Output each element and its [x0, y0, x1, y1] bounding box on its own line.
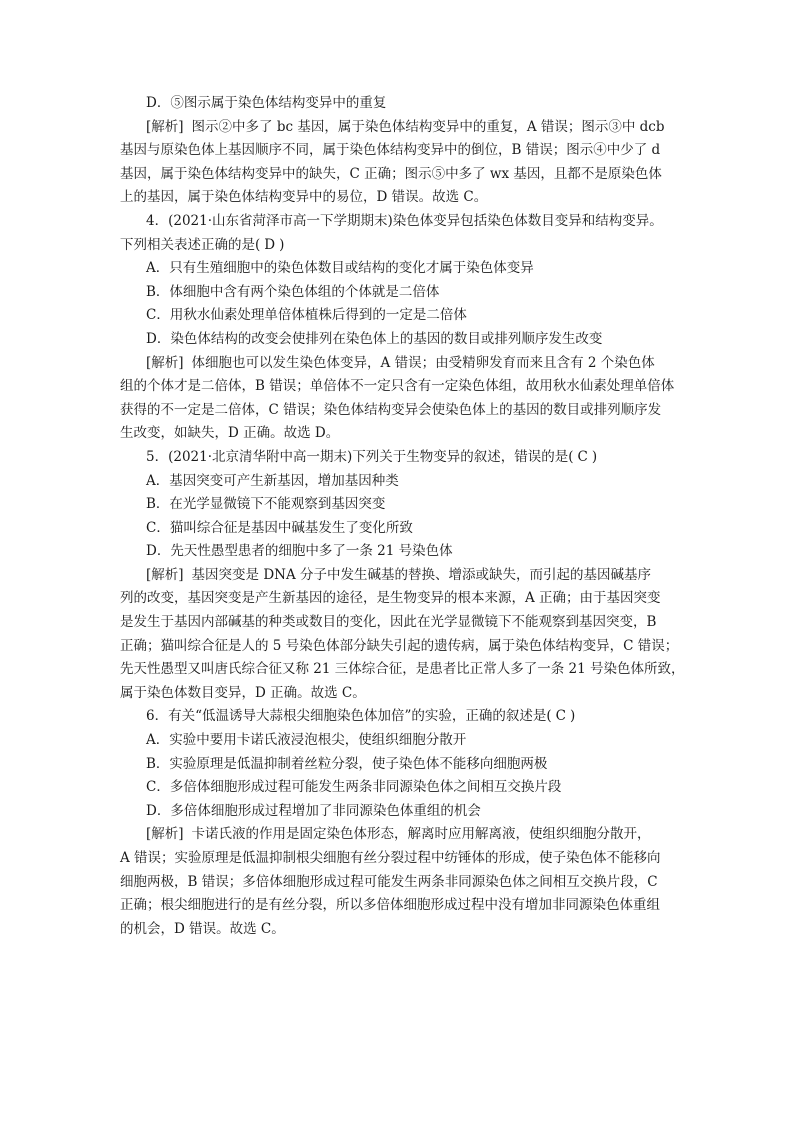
- q6-option-d: D．多倍体细胞形成过程增加了非同源染色体重组的机会: [146, 802, 481, 819]
- q5-analysis-line-3: 是发生于基因内部碱基的种类或数目的变化，因此在光学显微镜下不能观察到基因突变，B: [120, 614, 657, 631]
- q3-option-d: D．⑤图示属于染色体结构变异中的重复: [146, 95, 387, 111]
- analysis-tag: [解析]: [146, 826, 184, 843]
- q4-analysis-line-2: 组的个体才是二倍体，B 错误；单倍体不一定只含有一定染色体组，故用秋水仙素处理单倍体: [120, 378, 675, 395]
- analysis-tag: [解析]: [146, 118, 184, 135]
- q5-analysis-line-4: 正确；猫叫综合征是人的 5 号染色体部分缺失引起的遗传病，属于染色体结构变异，C 错误；: [120, 637, 679, 654]
- q4-analysis-line-3: 获得的不一定是二倍体，C 错误；染色体结构变异会使染色体上的基因的数目或排列顺序发: [120, 401, 662, 418]
- q4-option-d: D．染色体结构的改变会使排列在染色体上的基因的数目或排列顺序发生改变: [146, 330, 603, 347]
- document-page: [120, 92, 685, 941]
- q4-analysis-line-4: 生改变，如缺失，D 正确。故选 D。: [120, 425, 340, 442]
- q5-analysis-line-1: [解析] 基因突变是 DNA 分子中发生碱基的替换、增添或缺失，而引起的基因碱基序: [146, 566, 652, 583]
- q6-analysis-line-2: A 错误；实验原理是低温抑制根尖细胞有丝分裂过程中纺锤体的形成，使子染色体不能移向: [120, 850, 661, 866]
- q6-option-b: B．实验原理是低温抑制着丝粒分裂，使子染色体不能移向细胞两极: [146, 755, 548, 772]
- q6-analysis-line-5: 的机会，D 错误。故选 C。: [120, 920, 285, 937]
- q6-analysis-line-3: 细胞两极，B 错误；多倍体细胞形成过程可能发生两条非同源染色体之间相互交换片段，C: [120, 873, 658, 890]
- q3-analysis-line-4: 上的基因，属于染色体结构变异中的易位，D 错误。故选 C。: [120, 189, 488, 206]
- q4-answer: D: [264, 236, 276, 253]
- q3-analysis-line-2: 基因与原染色体上基因顺序不同，属于染色体结构变异中的倒位，B 错误；图示④中少了 d: [120, 142, 661, 159]
- q5-analysis-line-2: 列的改变，基因突变是产生新基因的途径，是生物变异的根本来源，A 正确；由于基因突变: [120, 590, 661, 607]
- q5-option-c: C．猫叫综合征是基因中碱基发生了变化所致: [146, 519, 413, 536]
- q5-analysis-line-6: 属于染色体数目变异，D 正确。故选 C。: [120, 684, 366, 701]
- q6-stem: 6．有关“低温诱导大蒜根尖细胞染色体加倍”的实验，正确的叙述是( C ): [120, 705, 676, 729]
- q4-option-c: C．用秋水仙素处理单倍体植株后得到的一定是二倍体: [146, 307, 467, 324]
- q6-option-a: A．实验中要用卡诺氏液浸泡根尖，使组织细胞分散开: [146, 732, 467, 749]
- q3-analysis-line-1: [解析] 图示②中多了 bc 基因，属于染色体结构变异中的重复，A 错误；图示③中 dcb: [146, 118, 665, 135]
- q5-option-d: D．先天性愚型患者的细胞中多了一条 21 号染色体: [146, 543, 453, 560]
- q4-option-a: A．只有生殖细胞中的染色体数目或结构的变化才属于染色体变异: [146, 260, 534, 277]
- q5-analysis-line-5: 先天性愚型又叫唐氏综合征又称 21 三体综合征，是患者比正常人多了一条 21 号染色体所致，: [120, 661, 685, 678]
- analysis-tag: [解析]: [146, 566, 184, 583]
- q5-option-a: A．基因突变可产生新基因，增加基因种类: [146, 472, 399, 489]
- q5-stem: 5．(2021·北京清华附中高一期末)下列关于生物变异的叙述，错误的是( C ): [120, 446, 676, 470]
- q4-stem-line-1: 4．(2021·山东省菏泽市高一下学期期末)染色体变异包括染色体数目变异和结构变异。: [146, 212, 663, 229]
- q6-answer: C: [555, 708, 567, 725]
- q5-answer: C: [577, 448, 588, 465]
- q6-analysis-line-1: [解析] 卡诺氏液的作用是固定染色体形态，解离时应用解离液，使组织细胞分散开，: [146, 826, 651, 843]
- q6-analysis-line-4: 正确；根尖细胞进行的是有丝分裂，所以多倍体细胞形成过程中没有增加非同源染色体重组: [120, 897, 660, 914]
- q4-analysis-line-1: [解析] 体细胞也可以发生染色体变异，A 错误；由受精卵发育而来且含有 2 个染色体: [146, 354, 655, 371]
- q4-stem-line-2: 下列相关表述正确的是( D ): [120, 234, 676, 258]
- analysis-tag: [解析]: [146, 354, 184, 371]
- q4-option-b: B．体细胞中含有两个染色体组的个体就是二倍体: [146, 283, 440, 300]
- q6-option-c: C．多倍体细胞形成过程可能发生两条非同源染色体之间相互交换片段: [146, 779, 562, 796]
- q3-analysis-line-3: 基因，属于染色体结构变异中的缺失，C 正确；图示⑤中多了 wx 基因，且都不是原染色体: [120, 165, 662, 182]
- q5-option-b: B．在光学显微镜下不能观察到基因突变: [146, 496, 386, 513]
